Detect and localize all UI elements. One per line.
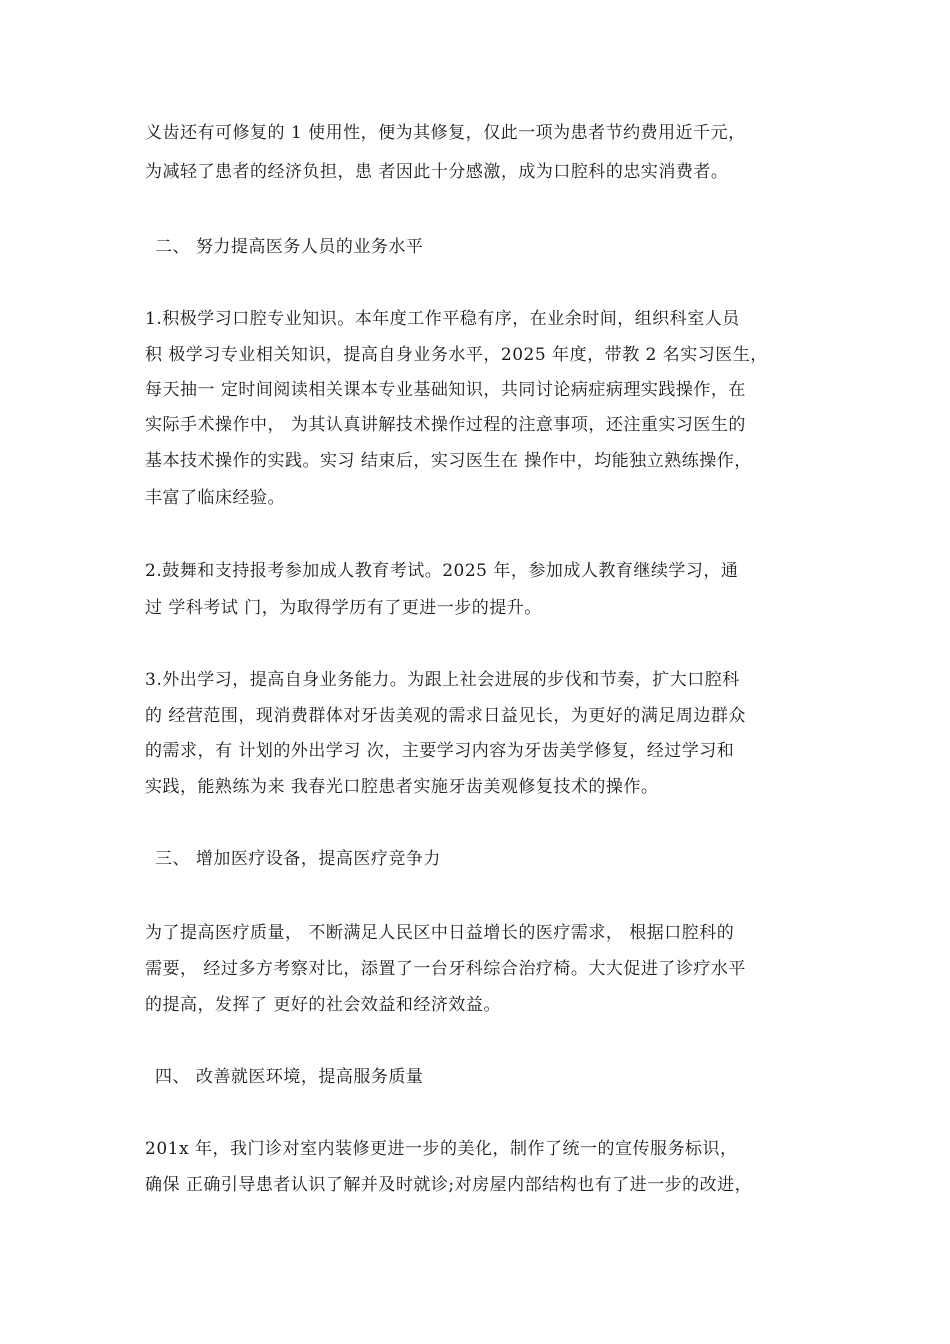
paragraph-line: 的 经营范围，现消费群体对牙齿美观的需求日益见长，为更好的满足周边群众 bbox=[145, 706, 746, 726]
paragraph-line: 丰富了临床经验。 bbox=[145, 488, 285, 508]
paragraph-line: 实际手术操作中， 为其认真讲解技术操作过程的注意事项，还注重实习医生的 bbox=[145, 415, 746, 435]
paragraph-line: 实践，能熟练为来 我春光口腔患者实施牙齿美观修复技术的操作。 bbox=[145, 777, 659, 797]
section-heading-4: 四、 改善就医环境，提高服务质量 bbox=[155, 1067, 424, 1087]
paragraph-line: 确保 正确引导患者认识了解并及时就诊;对房屋内部结构也有了进一步的改进， bbox=[145, 1175, 753, 1195]
paragraph-line: 201x 年，我门诊对室内装修更进一步的美化，制作了统一的宣传服务标识， bbox=[145, 1139, 738, 1159]
paragraph-line: 3.外出学习，提高自身业务能力。为跟上社会进展的步伐和节奏，扩大口腔科 bbox=[145, 670, 740, 690]
paragraph-line: 每天抽一 定时间阅读相关课本专业基础知识，共同讨论病症病理实践操作，在 bbox=[145, 380, 746, 400]
paragraph-line: 需要， 经过多方考察对比，添置了一台牙科综合治疗椅。大大促进了诊疗水平 bbox=[145, 959, 746, 979]
paragraph-line: 的需求，有 计划的外出学习 次，主要学习内容为牙齿美学修复，经过学习和 bbox=[145, 741, 735, 761]
paragraph-line: 积 极学习专业相关知识，提高自身业务水平，2025 年度，带教 2 名实习医生， bbox=[145, 345, 768, 365]
paragraph-line: 为减轻了患者的经济负担，患 者因此十分感激，成为口腔科的忠实消费者。 bbox=[145, 162, 729, 182]
section-heading-3: 三、 增加医疗设备，提高医疗竞争力 bbox=[155, 849, 441, 869]
paragraph-line: 过 学科考试 门，为取得学历有了更进一步的提升。 bbox=[145, 598, 542, 618]
paragraph-line: 2.鼓舞和支持报考参加成人教育考试。2025 年，参加成人教育继续学习，通 bbox=[145, 561, 739, 581]
paragraph-line: 的提高，发挥了 更好的社会效益和经济效益。 bbox=[145, 995, 501, 1015]
paragraph-line: 义齿还有可修复的 1 使用性，便为其修复，仅此一项为患者节约费用近千元， bbox=[145, 123, 746, 143]
paragraph-line: 为了提高医疗质量， 不断满足人民区中日益增长的医疗需求， 根据口腔科的 bbox=[145, 923, 735, 943]
paragraph-line: 1.积极学习口腔专业知识。本年度工作平稳有序，在业余时间，组织科室人员 bbox=[145, 309, 740, 329]
paragraph-line: 基本技术操作的实践。实习 结束后，实习医生在 操作中，均能独立熟练操作， bbox=[145, 451, 752, 471]
section-heading-2: 二、 努力提高医务人员的业务水平 bbox=[155, 237, 424, 257]
